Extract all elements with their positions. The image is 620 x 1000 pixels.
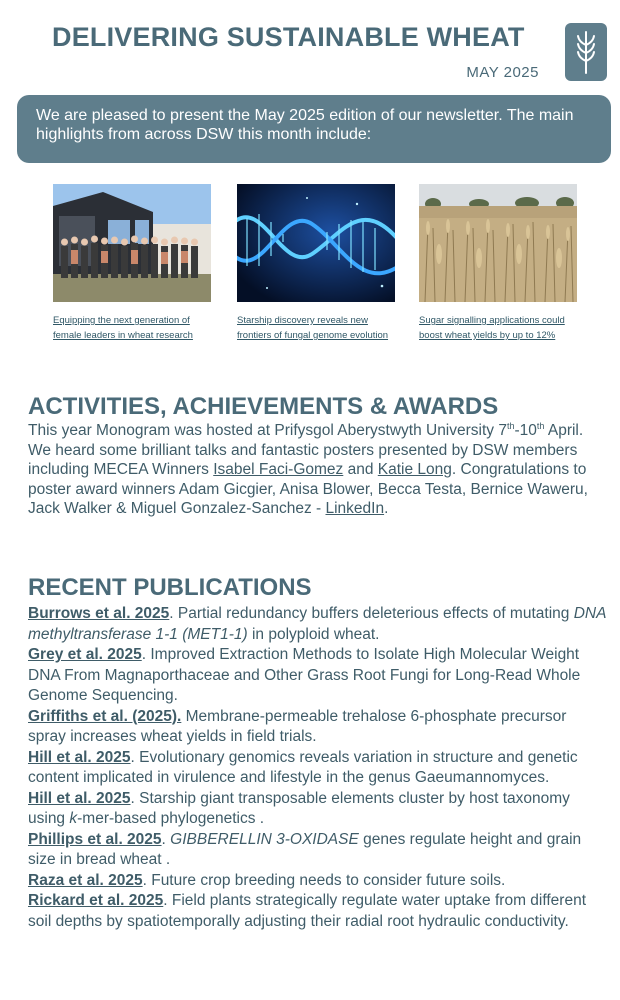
publication-link[interactable]: Rickard et al. 2025 [28,892,164,909]
publication-text: . Field plants strategically regulate water uptake from different soil depths by spatiotemporally adjusting their radial root hydraulic conductivity. [28,892,587,930]
publication-item [28,707,608,748]
publication-text: genes regulate height and grain size in bread wheat . [28,830,582,868]
issue-date: MAY 2025 [466,64,539,81]
publication-item [28,891,608,932]
highlight-card[interactable] [53,184,213,343]
publication-italic: GIBBERELLIN 3-OXIDASE [170,830,359,848]
publication-item [28,748,608,789]
ordinal-suffix: th [536,420,545,431]
highlight-card[interactable] [237,184,397,343]
publication-text: . [161,830,171,848]
publications-heading: RECENT PUBLICATIONS [28,574,312,601]
publication-link[interactable]: Burrows et al. 2025 [28,605,170,622]
activities-paragraph [28,421,608,519]
publication-link[interactable]: Hill et al. 2025 [28,748,131,766]
publication-link[interactable]: Phillips et al. 2025 [28,830,162,848]
publication-text: -mer-based phylogenetics . [77,810,265,827]
publication-text: . Starship giant transposable elements cluster by host taxonomy using [28,789,570,827]
highlight-caption-link[interactable]: Sugar signalling applications could boost wheat yields by up to 12% [419,315,565,341]
highlight-card[interactable] [419,184,579,343]
publication-item [28,871,608,892]
publication-text: . Partial redundancy buffers deleterious effects of mutating [169,605,574,622]
ordinal-suffix: th [506,420,515,431]
publication-italic: k [69,810,78,827]
intro-banner: We are pleased to present the May 2025 edition of our newsletter. The main highlights from across DSW this month include: [17,95,611,163]
publication-item [28,645,608,707]
activities-text: . [384,500,389,517]
activities-text: This year Monogram was hosted at Prifysgol Aberystwyth University 7 [28,422,507,439]
activities-text: -10 [514,422,537,439]
publication-italic: DNA methyltransferase 1-1 (MET1-1) [28,605,606,643]
publication-link[interactable]: Hill et al. 2025 [28,789,131,807]
publication-link[interactable]: Raza et al. 2025 [28,871,143,889]
newsletter-title: DELIVERING SUSTAINABLE WHEAT [52,22,525,52]
activities-text: . Congratulations to poster award winners Adam Gicgier, Anisa Blower, Becca Testa, Bernice Waweru, Jack Walker & Miguel Gonzalez-Sanchez - [28,461,588,517]
dna-helix-image[interactable] [237,184,395,302]
publication-text: . Improved Extraction Methods to Isolate High Molecular Weight DNA From Magnaporthaceae and Other Grass Root Fungi for Long-Read Whole Genome Sequencing. [28,646,581,704]
publication-item [28,789,608,830]
katie-long-link[interactable]: Katie Long [377,461,452,478]
publication-text: . Future crop breeding needs to consider future soils. [142,871,506,889]
activities-text: and [343,461,378,478]
highlights-row [0,184,620,364]
publication-link[interactable]: Griffiths et al. (2025). [28,707,182,725]
publication-text: Membrane-permeable trehalose 6-phosphate precursor spray increases wheat yields in field trials. [28,707,567,745]
linkedin-link[interactable]: LinkedIn [325,500,385,517]
publication-item [28,604,608,645]
publications-list [28,604,608,932]
wheat-icon [565,23,607,81]
group-photo-image[interactable] [53,184,211,302]
publication-text: . Evolutionary genomics reveals variation in structure and genetic content implicated in virulence and lifestyle in the genus Gaeumannomyces. [28,748,578,786]
publication-item [28,830,608,871]
publication-text: in polyploid wheat. [247,625,380,643]
wheat-field-image[interactable] [419,184,577,302]
activities-text: April. We heard some brilliant talks and fantastic posters presented by DSW members including MECEA Winners [28,422,584,478]
isabel-faci-gomez-link[interactable]: Isabel Faci-Gomez [213,461,344,478]
activities-heading: ACTIVITIES, ACHIEVEMENTS & AWARDS [28,393,499,420]
newsletter-header [0,0,620,90]
publication-link[interactable]: Grey et al. 2025 [28,646,142,663]
highlight-caption-link[interactable]: Equipping the next generation of female leaders in wheat research [53,315,193,341]
highlight-caption-link[interactable]: Starship discovery reveals new frontiers of fungal genome evolution [237,315,389,341]
